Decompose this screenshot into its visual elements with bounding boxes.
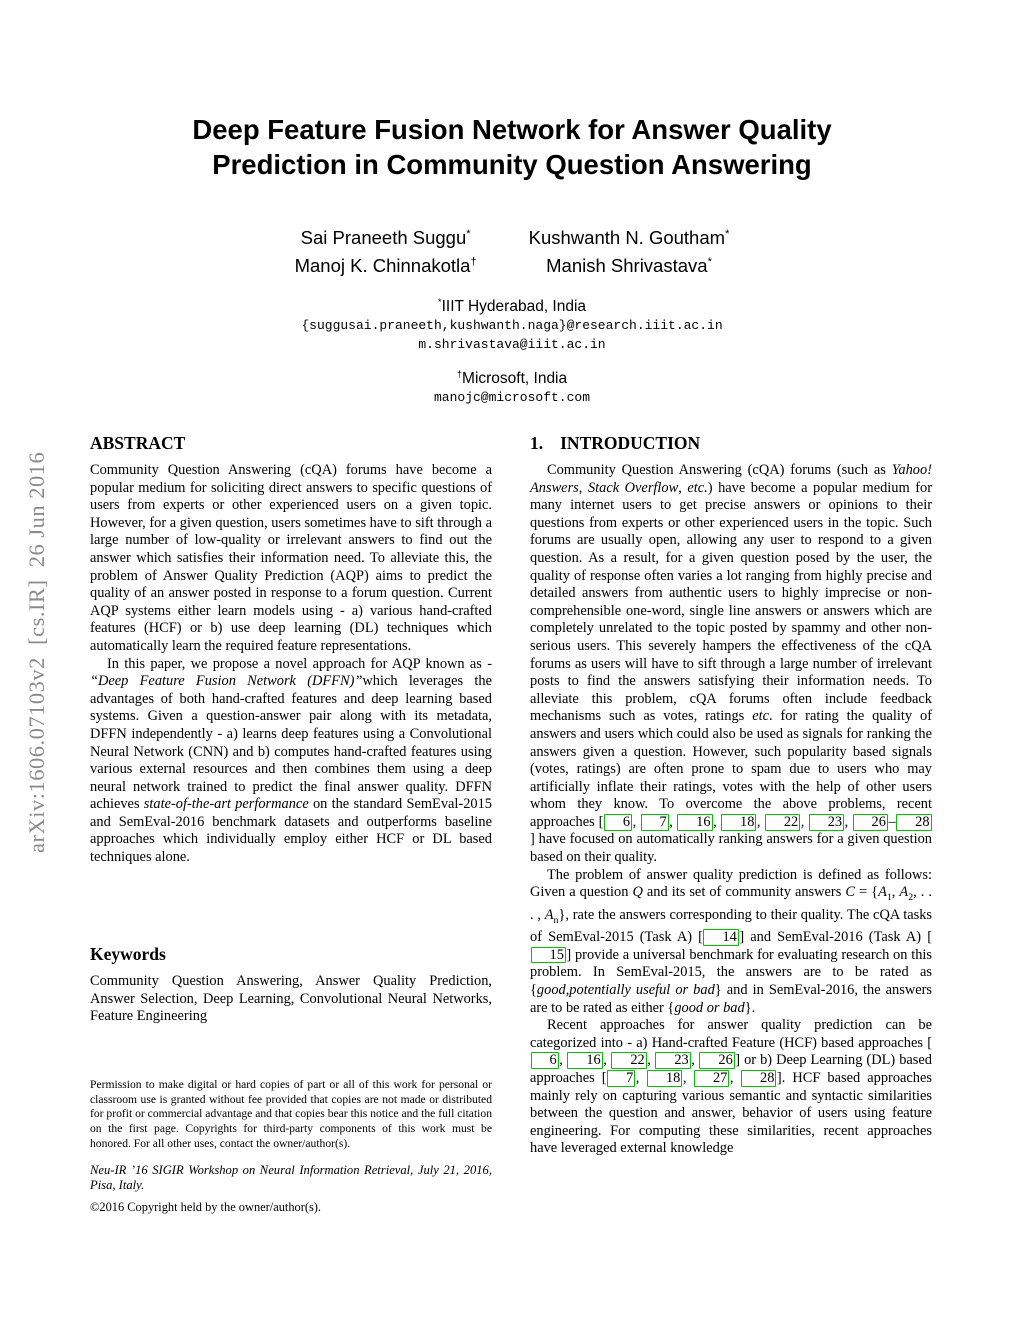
author-column-right: [529, 224, 730, 279]
italic-text: good or bad: [674, 999, 745, 1016]
introduction-heading: [530, 433, 932, 453]
section-number: 1.: [530, 433, 544, 453]
citation-link[interactable]: 15: [531, 947, 566, 964]
math-var: C: [845, 884, 855, 901]
affiliation-email: {suggusai.praneeth,kushwanth.naga}@research.iiit.ac.in: [301, 318, 723, 333]
author-name: [529, 224, 730, 252]
arxiv-watermark: arXiv:1606.07103v2 [cs.IR] 26 Jun 2016: [24, 451, 49, 853]
citation-link[interactable]: 6: [531, 1052, 559, 1069]
author-affiliation-mark: †: [470, 255, 477, 268]
italic-text: “Deep Feature Fusion Network (DFFN)”: [90, 673, 363, 690]
italic-text: etc: [752, 708, 769, 725]
italic-text: etc.: [687, 479, 708, 496]
citation-link[interactable]: 27: [694, 1070, 729, 1087]
citation-link[interactable]: 23: [655, 1052, 690, 1069]
citation-link[interactable]: 6: [604, 814, 632, 831]
citation-link[interactable]: 28: [741, 1070, 776, 1087]
math-var: A: [899, 884, 909, 901]
citation-link[interactable]: 14: [703, 929, 738, 946]
author-affiliation-mark: *: [707, 255, 712, 268]
citation-link[interactable]: 28: [896, 814, 931, 831]
citation-link[interactable]: 16: [567, 1052, 602, 1069]
citation-link[interactable]: 22: [765, 814, 800, 831]
right-column: [530, 433, 932, 1158]
author-name: [295, 252, 477, 280]
author-name-text: Manish Shrivastava: [546, 254, 708, 276]
left-column: [90, 433, 492, 867]
author-name: [529, 252, 730, 280]
math-subscript: 2: [908, 892, 914, 904]
citation-link[interactable]: 22: [611, 1052, 646, 1069]
author-block: [0, 224, 1024, 279]
citation-link[interactable]: 26: [699, 1052, 734, 1069]
author-name: [295, 224, 477, 252]
citation-link[interactable]: 18: [721, 814, 756, 831]
italic-text: Stack Overflow: [587, 479, 679, 496]
introduction-section: [530, 433, 932, 1158]
italic-text: Yahoo! Answers: [530, 462, 932, 496]
introduction-paragraph: Recent approaches for answer quality prediction can be categorized into - a) Hand-crafted Feature (HCF) based approaches [6 , 16 , 22 , 23 , 26 ] or b) Deep Learning (DL) based approaches [ 7 , 18 , 27 , 28 ]. HCF based approaches mainly rely on capturing various semantic and syntactic similarities between the question and answer, behavior of users using feature engineering. For computing these similarities, recent approaches have leveraged external knowledge: [530, 1017, 932, 1157]
math-var: A: [544, 906, 554, 923]
abstract-section: [90, 433, 492, 867]
copyright-line: ©2016 Copyright held by the owner/author(s).: [90, 1200, 322, 1215]
citation-link[interactable]: 16: [677, 814, 712, 831]
affiliation-name-text: IIIT Hyderabad, India: [441, 298, 587, 315]
affiliation-name: [0, 297, 1024, 317]
author-column-left: [295, 224, 477, 279]
venue-citation: Neu-IR ’16 SIGIR Workshop on Neural Information Retrieval, July 21, 2016, Pisa, Italy.: [90, 1162, 492, 1193]
math-var: A: [878, 884, 887, 901]
abstract-heading: ABSTRACT: [90, 433, 186, 453]
citation-link[interactable]: 26: [853, 814, 888, 831]
affiliation-microsoft: [0, 369, 1024, 408]
affiliation-mark: †: [456, 368, 463, 379]
introduction-paragraph: Community Question Answering (cQA) forums (such as Yahoo! Answers, Stack Overflow, etc.) have become a popular medium for many internet users to get precise answers or opinions to their questions from experts or other experienced users in the topic. Such forums are usually open, allowing any user to respond to a given question. As a result, for a given question posed by the user, the quality of response often varies a lot ranging from highly precise and detailed answers from authentic users to highly imprecise or non-comprehensible one-word, single line answers or answers which are completely unrelated to the topic posted by spammy and other non-serious users. This severely hampers the effectiveness of the cQA forums as users will have to sift through a large number of irrelevant posts to find the answers satisfying their information needs. To alleviate this problem, cQA forums often include feedback mechanisms such as votes, ratings etc. for rating the quality of answers and users which could also be used as signals for ranking the answers given a question. However, such popularity based signals (votes, ratings) are often prone to spam due to users who may artificially inflate their ratings, votes with the help of other users whom they know. To overcome the above problems, recent approaches [ 6 , 7 , 16 , 18 , 22 , 23 , 26 – 28] have focused on automatically ranking answers for a given question based on their quality.: [530, 462, 933, 866]
paper-title-line1: Deep Feature Fusion Network for Answer Quality: [192, 114, 832, 145]
keywords-section: [90, 944, 492, 1026]
italic-text: good,potentially useful or bad: [536, 981, 715, 998]
section-title: INTRODUCTION: [560, 433, 701, 453]
affiliation-email: manojc@microsoft.com: [433, 390, 591, 405]
math-var: Q: [632, 884, 643, 901]
footnote-block: [90, 1078, 492, 1215]
keywords-heading: Keywords: [90, 944, 166, 964]
citation-link[interactable]: 23: [809, 814, 844, 831]
paper-title: [91, 113, 933, 182]
math-subscript: n: [553, 914, 559, 926]
introduction-paragraph: The problem of answer quality prediction is defined as follows: Given a question Q and its set of community answers $C = \{A_1$, $A_2$, . . . , $A_n$}, rate the answers corresponding to their quality. The cQA tasks of SemEval-2015 (Task A) [ 14 ] and SemEval-2016 (Task A) [15 ] provide a universal benchmark for evaluating research on this problem. In SemEval-2015, the answers are to be rated as {good,potentially useful or bad} and in SemEval-2016, the answers are to be rated as either {good or bad}.: [530, 866, 932, 1016]
citation-link[interactable]: 7: [607, 1070, 635, 1087]
author-affiliation-mark: *: [725, 227, 730, 240]
affiliation-email: m.shrivastava@iiit.ac.in: [418, 336, 606, 352]
author-affiliation-mark: *: [466, 227, 471, 240]
permission-notice: Permission to make digital or hard copies of part or all of this work for personal or classroom use is granted without fee provided that copies are not made or distributed for profit or commercial advantage and that copies bear this notice and the full citation on the first page. Copyrights for third-party components of this work must be honored. For all other uses, contact the owner/author(s).: [90, 1078, 492, 1150]
abstract-paragraph: In this paper, we propose a novel approach for AQP known as - “Deep Feature Fusion Network (DFFN)”which leverages the advantages of both hand-crafted features and deep learning based systems. Given a question-answer pair along with its metadata, DFFN independently - a) learns deep features using a Convolutional Neural Network (CNN) and b) computes hand-crafted features using various external resources and then combines them using a deep neural network trained to predict the final answer quality. DFFN achieves state-of-the-art performance on the standard SemEval-2015 and SemEval-2016 benchmark datasets and outperforms baseline approaches which individually employ either HCF or DL based techniques alone.: [90, 655, 492, 866]
affiliation-name-text: Microsoft, India: [462, 370, 568, 387]
affiliation-mark: *: [437, 296, 442, 307]
keywords-text: Community Question Answering, Answer Quality Prediction, Answer Selection, Deep Learning, Convolutional Neural Networks, Feature Engineering: [90, 973, 492, 1025]
author-name-text: Sai Praneeth Suggu: [300, 227, 467, 248]
affiliation-iiit: [0, 297, 1024, 354]
author-name-text: Kushwanth N. Goutham: [528, 227, 726, 248]
italic-text: state-of-the-art performance: [143, 796, 309, 813]
abstract-paragraph: Community Question Answering (cQA) forums have become a popular medium for soliciting direct answers to specific questions of users from experts or other experienced users on a given topic. However, for a given question, users sometimes have to sift through a large number of low-quality or irrelevant answers to find out the answer which satisfies their information need. To alleviate this, the problem of Answer Quality Prediction (AQP) aims to predict the quality of an answer posted in response to a forum question. Current AQP systems either learn models using - a) various hand-crafted features (HCF) or b) use deep learning (DL) techniques which automatically learn the required feature representations.: [90, 462, 492, 654]
affiliation-name: [0, 369, 1024, 389]
math-subscript: 1: [886, 892, 892, 904]
author-name-text: Manoj K. Chinnakotla: [294, 254, 471, 276]
paper-title-line2: Prediction in Community Question Answering: [212, 148, 812, 180]
citation-link[interactable]: 18: [647, 1070, 682, 1087]
citation-link[interactable]: 7: [641, 814, 669, 831]
